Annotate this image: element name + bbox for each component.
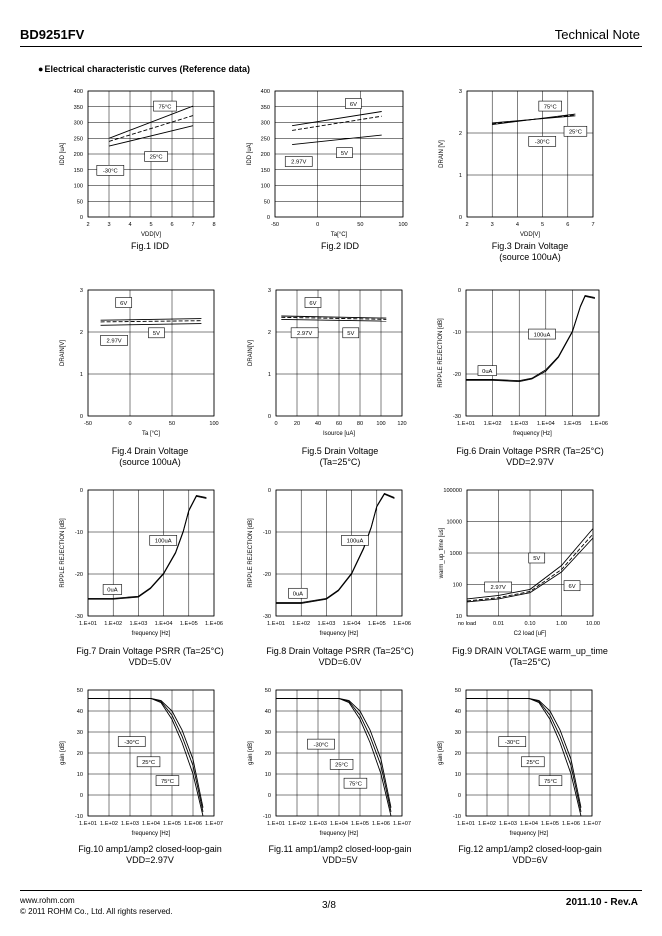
y-tick-label: 40 [264,709,271,715]
y-tick-label: 100 [260,183,270,190]
annotation-label: 25°C [142,759,156,766]
plot-frame [88,490,214,616]
fig3-caption [420,241,640,263]
x-axis-label: VDD[V] [140,232,162,238]
y-tick-label: -30 [74,614,83,620]
x-tick-label: 2 [86,222,90,228]
series-line-6v [101,319,202,321]
x-tick-label: 1.E+01 [79,621,97,627]
x-tick-label: 50 [357,222,364,228]
fig7-svg [48,486,228,646]
annotation-label: 0uA [482,368,493,375]
y-tick-label: -10 [262,530,271,536]
x-tick-label: 0 [128,421,132,427]
x-axis-label: frequency [Hz] [319,631,359,637]
y-tick-label: -10 [262,814,271,820]
x-tick-label: 0 [274,421,278,427]
y-tick-label: 350 [260,104,270,111]
annotation-label: 25°C [526,759,540,766]
annotation-label: 2.97V [291,159,307,166]
annotation-label: 2.97V [106,338,122,345]
x-tick-label: 1.E+02 [478,821,496,827]
caption-line: Fig.8 Drain Voltage PSRR (Ta=25°C) [266,646,414,656]
fig3-chart [427,87,607,247]
fig2-svg [235,87,417,247]
x-tick-label: 1.E+05 [541,821,559,827]
y-tick-label: 3 [79,288,83,294]
fig11-chart [236,686,416,846]
x-tick-label: 1.E+06 [562,821,580,827]
bullet-icon: ● [38,64,44,74]
x-axis-label: frequency [Hz] [131,631,171,637]
annotation-label: 6V [309,300,317,307]
y-tick-label: 0 [266,215,270,221]
x-tick-label: 1.E+04 [342,621,361,627]
fig8-chart [236,486,416,646]
x-tick-label: 1.E+04 [330,821,348,827]
caption-line: Fig.3 Drain Voltage [491,241,569,251]
website: www.rohm.com [20,896,75,905]
fig6-caption [420,446,640,468]
y-tick-label: 0 [267,793,271,799]
annotation-label: 6V [349,101,357,108]
y-tick-label: 250 [260,136,270,143]
fig10-chart [48,686,228,846]
y-tick-label: -30 [262,614,271,620]
footer-divider [20,890,642,891]
fig4-caption [40,446,260,468]
fig10-caption [40,844,260,866]
annotation-label: 0uA [292,591,304,598]
x-tick-label: 1.E+05 [563,421,582,427]
y-tick-label: 150 [73,167,83,174]
x-tick-label: 100 [209,421,219,427]
y-tick-label: -20 [74,572,83,578]
x-tick-label: 4 [515,222,519,228]
x-tick-label: 0.10 [524,621,536,627]
x-tick-label: 1.E+05 [163,821,181,827]
footer-left [20,895,172,917]
y-tick-label: -20 [452,372,461,378]
y-axis-label: RIPPLE REJECTION [dB] [60,518,66,588]
caption-line: VDD=5V [322,855,358,865]
caption-line: (Ta=25°C) [319,457,361,467]
annotation-label: 100uA [154,538,172,545]
series-line-30c [492,116,575,123]
y-tick-label: 400 [73,89,83,95]
x-tick-label: 1.E+02 [292,621,311,627]
y-tick-label: 0 [79,215,83,221]
x-tick-label: 3 [490,222,494,228]
x-tick-label: 1.E+01 [457,421,475,427]
y-tick-label: 10 [454,772,461,778]
x-tick-label: 1.E+01 [267,821,285,827]
y-tick-label: 1000 [449,551,462,557]
x-tick-label: 1.E+06 [205,621,223,627]
y-tick-label: 2 [79,330,83,336]
x-tick-label: 50 [168,421,176,427]
annotation-label: 75°C [348,781,362,788]
y-axis-label: RIPPLE REJECTION [dB] [438,318,444,388]
x-tick-label: 10.00 [586,621,600,627]
annotation-label: -30°C [313,742,329,749]
x-tick-label: 60 [335,421,343,427]
caption-line: VDD=2.97V [126,855,174,865]
y-tick-label: 50 [76,199,83,206]
y-tick-label: 1 [458,173,462,179]
annotation-label: 2.97V [297,331,313,337]
fig11-svg [236,686,416,846]
y-tick-label: 2 [458,131,462,137]
y-tick-label: 3 [458,89,462,95]
y-tick-label: 50 [264,688,271,694]
x-tick-label: 7 [591,222,595,228]
fig7-caption [40,646,260,668]
y-tick-label: 30 [76,730,83,736]
y-axis-label: gain [dB] [438,741,444,765]
page-number: 3/8 [322,900,336,911]
y-tick-label: 10 [76,772,83,778]
y-tick-label: 1 [79,372,83,378]
y-tick-label: 50 [263,199,270,206]
y-tick-label: -10 [74,530,83,536]
annotation-label: 25°C [568,129,582,136]
fig2-caption [230,241,450,252]
y-tick-label: 100 [73,183,83,190]
y-tick-label: 200 [73,152,83,158]
x-axis-label: C2 load [uF] [513,631,547,637]
x-axis-label: VDD[V] [519,232,541,238]
y-tick-label: 350 [73,104,83,111]
x-tick-label: -50 [270,222,280,228]
y-axis-label: warm_up_time [us] [439,527,445,579]
annotation-label: 2.97V [490,585,506,592]
y-tick-label: 200 [260,152,270,158]
x-tick-label: 1.E+03 [121,821,139,827]
y-tick-label: 40 [76,709,83,715]
y-tick-label: 20 [454,751,461,757]
x-tick-label: 1.E+04 [520,821,538,827]
x-tick-label: 1.E+04 [142,821,160,827]
y-tick-label: 10000 [446,519,462,526]
x-tick-label: 1.E+06 [393,621,411,627]
fig1-caption [40,241,260,252]
fig1-svg [48,87,228,247]
fig1-chart [48,87,228,247]
x-tick-label: 120 [397,421,407,427]
fig2-chart [235,87,417,247]
fig9-chart [427,486,607,646]
fig8-caption [230,646,450,668]
x-tick-label: 2 [465,222,469,228]
y-axis-label: DRAIN[V] [60,339,66,367]
y-tick-label: -30 [452,414,461,420]
x-tick-label: 1.E+05 [367,621,386,627]
x-tick-label: 6 [566,222,570,228]
y-tick-label: 0 [79,793,83,799]
x-tick-label: 80 [356,421,364,427]
annotation-label: 5V [152,331,161,337]
section-title [38,64,250,74]
y-tick-label: 10 [455,614,462,620]
x-tick-label: 100 [376,421,386,427]
x-tick-label: 7 [191,222,195,228]
x-tick-label: 1.E+02 [483,421,502,427]
fig11-caption [230,844,450,866]
annotation-label: -30°C [534,139,550,146]
y-axis-label: IDD [uA] [247,142,253,166]
revision: 2011.10 - Rev.A [565,897,638,908]
fig3-svg [427,87,607,247]
fig5-svg [236,286,416,446]
copyright: © 2011 ROHM Co., Ltd. All rights reserved. [20,907,173,916]
caption-line: Fig.9 DRAIN VOLTAGE warm_up_time [452,646,608,656]
y-tick-label: 2 [267,330,271,336]
fig6-svg [426,286,613,446]
x-tick-label: 100 [398,222,408,228]
x-tick-label: 1.E+03 [510,421,529,427]
annotation-label: -30°C [102,168,118,175]
x-tick-label: 1.E+03 [129,621,148,627]
x-tick-label: 6 [170,222,174,228]
fig6-chart [426,286,613,446]
caption-line: Fig.11 amp1/amp2 closed-loop-gain [268,844,412,854]
y-tick-label: 250 [73,136,83,143]
annotation-label: 5V [347,331,355,337]
annotation-label: 5V [340,150,348,157]
fig5-chart [236,286,416,446]
x-tick-label: 1.E+01 [79,821,97,827]
annotation-label: 75°C [158,104,172,111]
y-tick-label: 0 [267,414,271,420]
y-axis-label: gain [dB] [248,741,254,765]
y-tick-label: -10 [74,814,83,820]
section-title-text: Electrical characteristic curves (Reference data) [44,64,251,74]
x-tick-label: 1.E+06 [372,821,390,827]
fig4-chart [48,286,228,446]
caption-line: Fig.1 IDD [130,241,169,251]
x-tick-label: 1.E+03 [309,821,327,827]
y-axis-label: gain [dB] [60,741,66,765]
fig8-svg [236,486,416,646]
caption-line: Fig.12 amp1/amp2 closed-loop-gain [458,844,602,854]
y-tick-label: 0 [457,288,461,294]
annotation-label: 100uA [533,332,551,339]
y-tick-label: 20 [264,751,271,757]
y-tick-label: 400 [260,89,270,95]
x-tick-label: 1.E+05 [179,621,198,627]
x-tick-label: 20 [293,421,301,427]
x-tick-label: -50 [83,421,93,427]
y-tick-label: -10 [452,814,461,820]
annotation-label: 0uA [107,587,118,594]
caption-line: VDD=5.0V [128,657,172,667]
plot-frame [467,91,593,217]
caption-line: VDD=6V [512,855,548,865]
fig12-svg [426,686,606,846]
y-tick-label: 50 [76,688,83,694]
fig9-svg [427,486,607,646]
x-axis-label: Ta [°C] [141,431,161,437]
fig12-caption [420,844,640,866]
plot-frame [88,290,214,416]
y-axis-label: IDD [uA] [60,142,66,166]
x-tick-label: 5 [149,222,153,228]
fig10-svg [48,686,228,846]
annotation-label: 6V [120,300,128,307]
x-axis-label: Isource [uA] [322,431,356,437]
series-line-5v [101,321,202,322]
x-tick-label: 1.E+07 [205,821,223,827]
x-tick-label: 1.E+03 [317,621,336,627]
caption-line: (source 100uA) [119,457,181,467]
annotation-label: 5V [533,556,541,563]
annotation-label: -30°C [124,739,140,746]
fig5-caption [230,446,450,468]
y-tick-label: 30 [264,730,271,736]
fig9-caption [420,646,640,668]
x-axis-label: frequency [Hz] [513,431,552,437]
x-tick-label: 1.E+03 [499,821,517,827]
annotation-label: 100uA [346,538,364,545]
doc-type: Technical Note [554,27,640,42]
y-tick-label: 0 [79,488,83,494]
x-axis-label: frequency [Hz] [319,831,359,837]
x-tick-label: 1.00 [556,621,567,627]
y-tick-label: 150 [260,167,270,174]
x-tick-label: 1.E+01 [267,621,285,627]
y-tick-label: -10 [452,330,461,336]
annotation-label: 75°C [160,778,174,785]
x-tick-label: 1.E+07 [393,821,411,827]
y-tick-label: 40 [454,709,461,715]
caption-line: Fig.6 Drain Voltage PSRR (Ta=25°C) [456,446,604,456]
x-tick-label: 1.E+05 [351,821,369,827]
y-tick-label: 100 [452,582,462,589]
fig4-svg [48,286,228,446]
x-tick-label: 1.E+07 [583,821,601,827]
fig12-chart [426,686,606,846]
series-line-297v [101,324,202,326]
x-tick-label: 40 [314,421,322,427]
annotation-label: 75°C [544,778,557,785]
y-tick-label: 30 [454,730,461,736]
y-tick-label: 0 [79,414,83,420]
x-tick-label: 5 [541,222,545,228]
caption-line: (source 100uA) [499,252,561,262]
series-line-297v [292,135,382,145]
y-tick-label: 20 [76,751,83,757]
y-axis-label: DRAIN [V] [439,140,445,168]
x-tick-label: 1.E+04 [536,421,555,427]
y-tick-label: 300 [73,120,83,127]
y-tick-label: 50 [454,688,461,694]
annotation-label: 6V [568,583,576,590]
x-axis-label: frequency [Hz] [131,831,171,837]
y-tick-label: 100000 [443,488,462,494]
caption-line: Fig.2 IDD [320,241,359,251]
x-tick-label: 0.01 [493,621,504,627]
x-tick-label: 1.E+02 [104,621,123,627]
y-tick-label: -20 [262,572,271,578]
x-axis-label: Ta[°C] [330,232,348,238]
caption-line: Fig.10 amp1/amp2 closed-loop-gain [78,844,222,854]
y-axis-label: DRAIN[V] [248,339,254,367]
caption-line: Fig.5 Drain Voltage [301,446,379,456]
y-tick-label: 0 [457,793,461,799]
x-tick-label: 0 [316,222,320,228]
annotation-label: 75°C [543,104,557,111]
y-tick-label: 3 [267,288,271,294]
y-tick-label: 10 [264,772,271,778]
x-tick-label: 1.E+06 [184,821,202,827]
caption-line: VDD=2.97V [506,457,554,467]
x-tick-label: 1.E+06 [590,421,608,427]
x-axis-label: frequency [Hz] [509,831,549,837]
x-tick-label: 1.E+01 [457,821,475,827]
part-number: BD9251FV [20,27,85,42]
fig7-chart [48,486,228,646]
x-tick-label: 4 [128,222,132,228]
annotation-label: 25°C [149,154,163,161]
x-tick-label: 1.E+04 [154,621,173,627]
x-tick-label: 3 [107,222,111,228]
y-tick-label: 300 [260,120,270,127]
caption-line: Fig.4 Drain Voltage [111,446,189,456]
x-tick-label: 1.E+02 [100,821,118,827]
annotation-label: 25°C [335,762,349,769]
x-tick-label: 8 [212,222,216,228]
y-tick-label: 1 [267,372,271,378]
caption-line: (Ta=25°C) [509,657,551,667]
caption-line: Fig.7 Drain Voltage PSRR (Ta=25°C) [76,646,224,656]
y-axis-label: RIPPLE REJECTION [dB] [248,518,254,588]
annotation-label: -30°C [504,739,520,746]
y-tick-label: 0 [458,215,462,221]
series-line-30c [276,698,391,816]
caption-line: VDD=6.0V [318,657,362,667]
x-tick-label: 1.E+02 [288,821,306,827]
header-divider [20,46,642,47]
y-tick-label: 0 [267,488,271,494]
x-tick-label: no load [457,621,477,627]
